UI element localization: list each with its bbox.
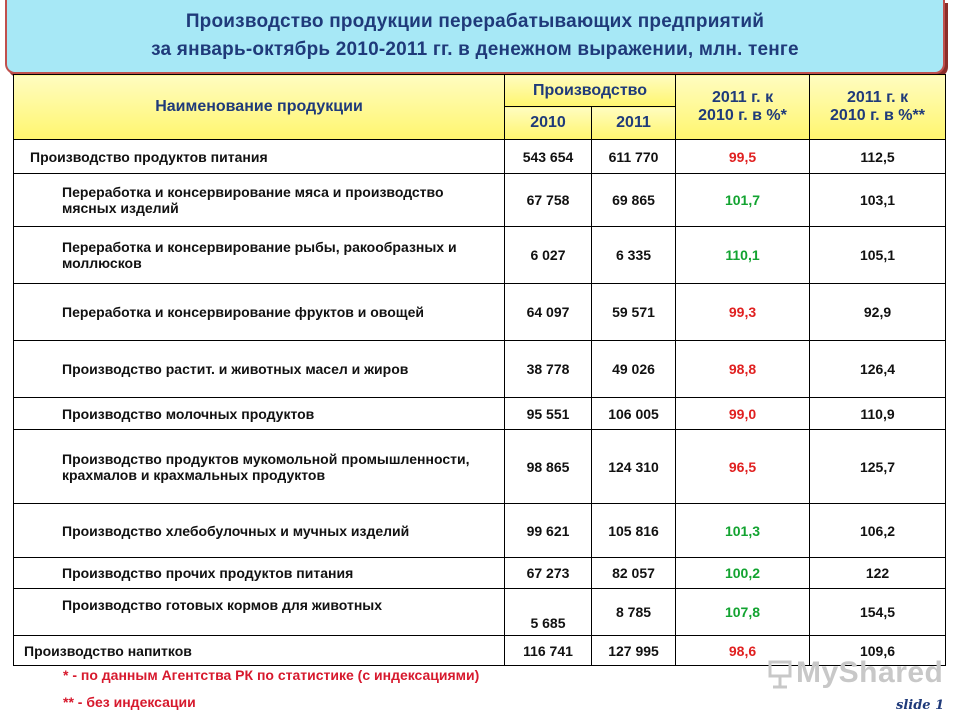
value-2011: 8 785 bbox=[592, 589, 676, 636]
table-row bbox=[14, 589, 946, 636]
value-2010: 99 621 bbox=[505, 504, 592, 558]
pct-indexed: 101,3 bbox=[676, 504, 810, 558]
header-product-name: Наименование продукции bbox=[14, 75, 505, 140]
value-2011: 106 005 bbox=[592, 398, 676, 430]
table-row bbox=[14, 174, 946, 227]
value-2011: 611 770 bbox=[592, 140, 676, 174]
product-name: Переработка и консервирование рыбы, ракообразных и моллюсков bbox=[14, 227, 505, 284]
table-row bbox=[14, 558, 946, 589]
pct-unindexed: 105,1 bbox=[810, 227, 946, 284]
value-2010: 95 551 bbox=[505, 398, 592, 430]
table-row bbox=[14, 504, 946, 558]
pct-unindexed: 122 bbox=[810, 558, 946, 589]
pct-indexed: 107,8 bbox=[676, 589, 810, 636]
header-production: Производство bbox=[505, 75, 676, 107]
table-row bbox=[14, 341, 946, 398]
header-year-2010: 2010 bbox=[505, 107, 592, 140]
header-pct-unindexed: 2011 г. к 2010 г. в %** bbox=[810, 75, 946, 140]
watermark-text: MyShared bbox=[796, 656, 944, 689]
product-name: Производство прочих продуктов питания bbox=[14, 558, 505, 589]
product-name: Переработка и консервирование фруктов и овощей bbox=[14, 284, 505, 341]
product-name: Производство продуктов питания bbox=[14, 140, 505, 174]
value-2010: 5 685 bbox=[505, 589, 592, 636]
title-line-2: за январь-октябрь 2010-2011 гг. в денежном выражении, млн. тенге bbox=[151, 39, 799, 60]
product-name: Переработка и консервирование мяса и производство мясных изделий bbox=[14, 174, 505, 227]
pct-unindexed: 126,4 bbox=[810, 341, 946, 398]
footnote-indexed: * - по данным Агентства РК по статистике (с индексациями) bbox=[63, 667, 480, 683]
pct-unindexed: 110,9 bbox=[810, 398, 946, 430]
product-name: Производство готовых кормов для животных bbox=[14, 589, 505, 636]
value-2010: 38 778 bbox=[505, 341, 592, 398]
table-row bbox=[14, 140, 946, 174]
product-name: Производство молочных продуктов bbox=[14, 398, 505, 430]
table-row bbox=[14, 398, 946, 430]
value-2011: 6 335 bbox=[592, 227, 676, 284]
pct-indexed: 99,5 bbox=[676, 140, 810, 174]
pct-unindexed: 154,5 bbox=[810, 589, 946, 636]
value-2011: 127 995 bbox=[592, 636, 676, 666]
table-row bbox=[14, 227, 946, 284]
footnote-unindexed: ** - без индексации bbox=[63, 694, 196, 710]
value-2010: 116 741 bbox=[505, 636, 592, 666]
pct-indexed: 101,7 bbox=[676, 174, 810, 227]
pct-indexed: 99,3 bbox=[676, 284, 810, 341]
pct-unindexed: 112,5 bbox=[810, 140, 946, 174]
header-year-2011: 2011 bbox=[592, 107, 676, 140]
production-table bbox=[13, 74, 946, 666]
product-name: Производство растит. и животных масел и жиров bbox=[14, 341, 505, 398]
table-row bbox=[14, 284, 946, 341]
title-banner bbox=[5, 0, 945, 74]
value-2011: 124 310 bbox=[592, 430, 676, 504]
value-2010: 67 273 bbox=[505, 558, 592, 589]
value-2010: 6 027 bbox=[505, 227, 592, 284]
table-row bbox=[14, 430, 946, 504]
pct-indexed: 96,5 bbox=[676, 430, 810, 504]
product-name: Производство продуктов мукомольной промышленности, крахмалов и крахмальных продуктов bbox=[14, 430, 505, 504]
value-2010: 67 758 bbox=[505, 174, 592, 227]
product-name: Производство напитков bbox=[14, 636, 505, 666]
presentation-icon bbox=[768, 659, 792, 689]
pct-unindexed: 125,7 bbox=[810, 430, 946, 504]
pct-indexed: 100,2 bbox=[676, 558, 810, 589]
watermark bbox=[768, 656, 943, 690]
pct-unindexed: 92,9 bbox=[810, 284, 946, 341]
value-2011: 69 865 bbox=[592, 174, 676, 227]
pct-unindexed: 103,1 bbox=[810, 174, 946, 227]
value-2011: 105 816 bbox=[592, 504, 676, 558]
value-2010: 64 097 bbox=[505, 284, 592, 341]
value-2011: 49 026 bbox=[592, 341, 676, 398]
value-2011: 59 571 bbox=[592, 284, 676, 341]
pct-unindexed: 106,2 bbox=[810, 504, 946, 558]
product-name: Производство хлебобулочных и мучных изделий bbox=[14, 504, 505, 558]
title-line-1: Производство продукции перерабатывающих предприятий bbox=[185, 11, 765, 32]
pct-indexed: 98,6 bbox=[676, 636, 810, 666]
pct-indexed: 98,8 bbox=[676, 341, 810, 398]
header-pct-indexed: 2011 г. к 2010 г. в %* bbox=[676, 75, 810, 140]
pct-unindexed: 109,6 bbox=[810, 636, 946, 666]
value-2011: 82 057 bbox=[592, 558, 676, 589]
value-2010: 98 865 bbox=[505, 430, 592, 504]
slide-label: slide 1 bbox=[896, 698, 945, 713]
pct-indexed: 110,1 bbox=[676, 227, 810, 284]
pct-indexed: 99,0 bbox=[676, 398, 810, 430]
value-2010: 543 654 bbox=[505, 140, 592, 174]
